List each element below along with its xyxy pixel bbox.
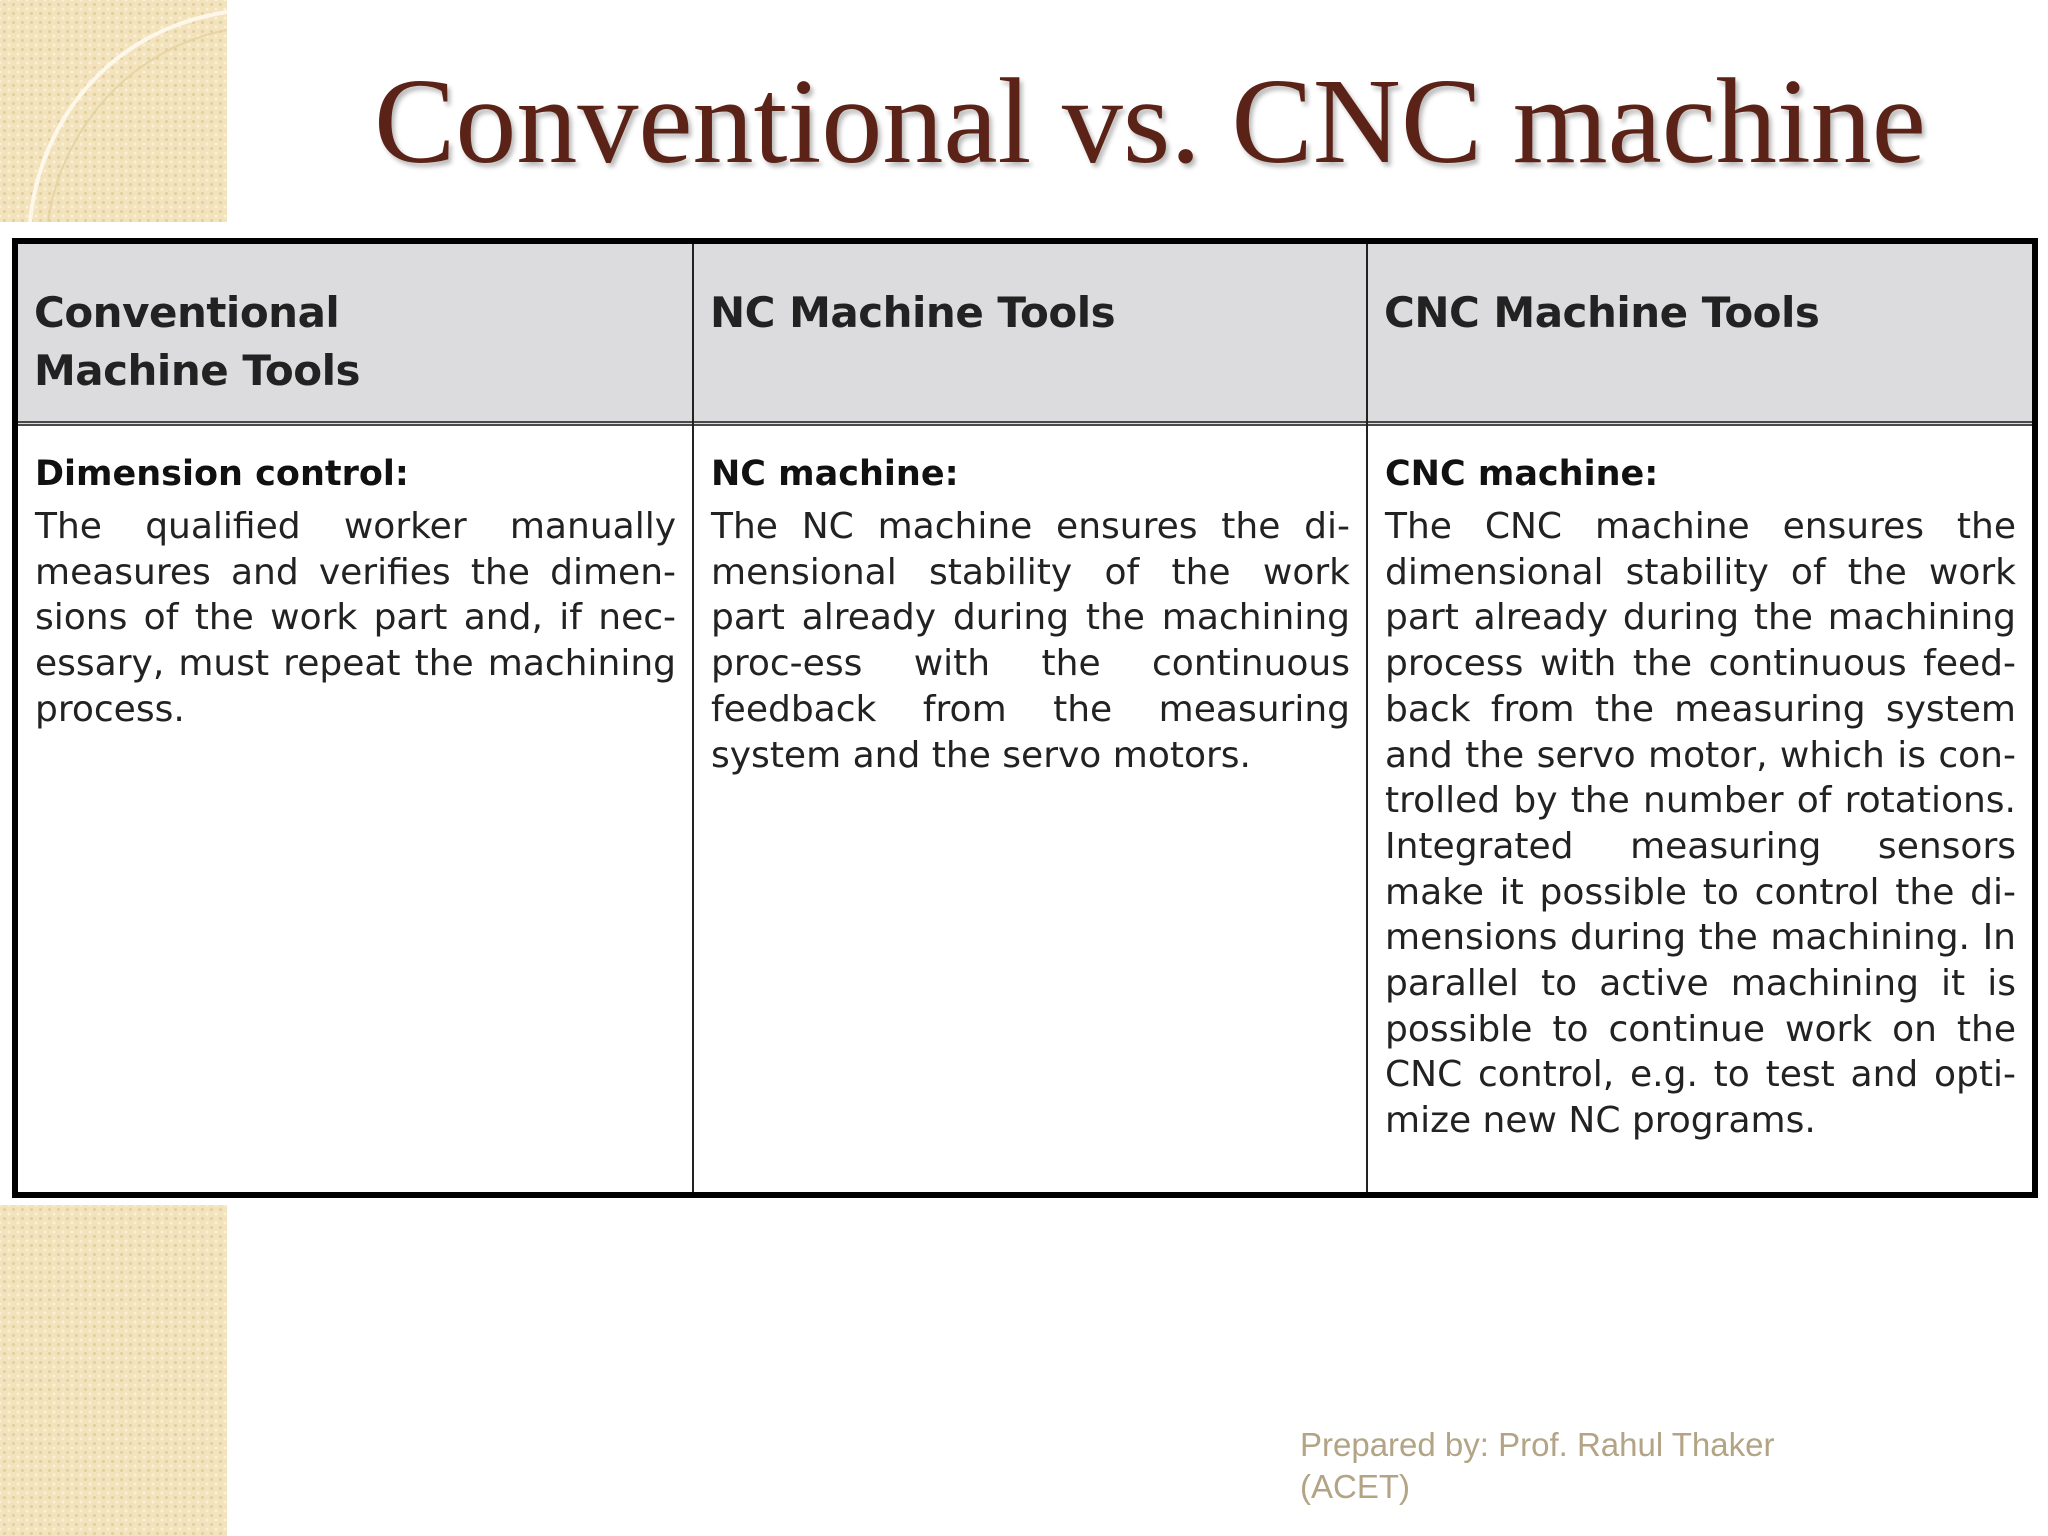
footer-line: Prepared by: Prof. Rahul Thaker (1300, 1426, 1775, 1463)
cell-text: The qualified worker manually measures and verifies the dimen-sions of the work part and, if nec-essary, must repeat the machining process. (35, 506, 676, 730)
header-text: Machine Tools (34, 346, 361, 395)
cell-label: Dimension control: (35, 454, 409, 494)
header-nc (694, 244, 1366, 426)
header-cnc (1368, 244, 2032, 426)
footer-credit (1300, 1424, 1820, 1508)
header-text: CNC Machine Tools (1384, 288, 1820, 337)
cell-text: The CNC machine ensures the dimensional stability of the work part already during the machining process with the continuous feed-back from the measuring system and the servo motor, which is con-trolled by the number of rotations. Integrated measuring sensors make it possible to control the di-mensions during the machining. In parallel to active machining it is possible to continue work on the CNC control, e.g. to test and opti-mize new NC programs. (1385, 506, 2016, 1142)
cell-label: NC machine: (711, 454, 959, 494)
comparison-table (12, 238, 2038, 1198)
header-text: NC Machine Tools (710, 288, 1116, 337)
cell-label: CNC machine: (1385, 454, 1659, 494)
footer-line: (ACET) (1300, 1468, 1410, 1505)
decorative-arc (0, 0, 227, 222)
header-text: Conventional (34, 288, 340, 337)
cell-conventional (18, 426, 692, 1192)
decorative-corner-pattern (0, 0, 227, 222)
header-conventional (18, 244, 692, 426)
cell-text: The NC machine ensures the di-mensional stability of the work part already during the machining proc-ess with the continuous feedback from the measuring system and the servo motors. (711, 506, 1350, 776)
slide-title: Conventional vs. CNC machine (374, 54, 1926, 189)
cell-cnc (1368, 426, 2032, 1192)
cell-nc (694, 426, 1366, 1192)
decorative-side-pattern (0, 1205, 227, 1536)
